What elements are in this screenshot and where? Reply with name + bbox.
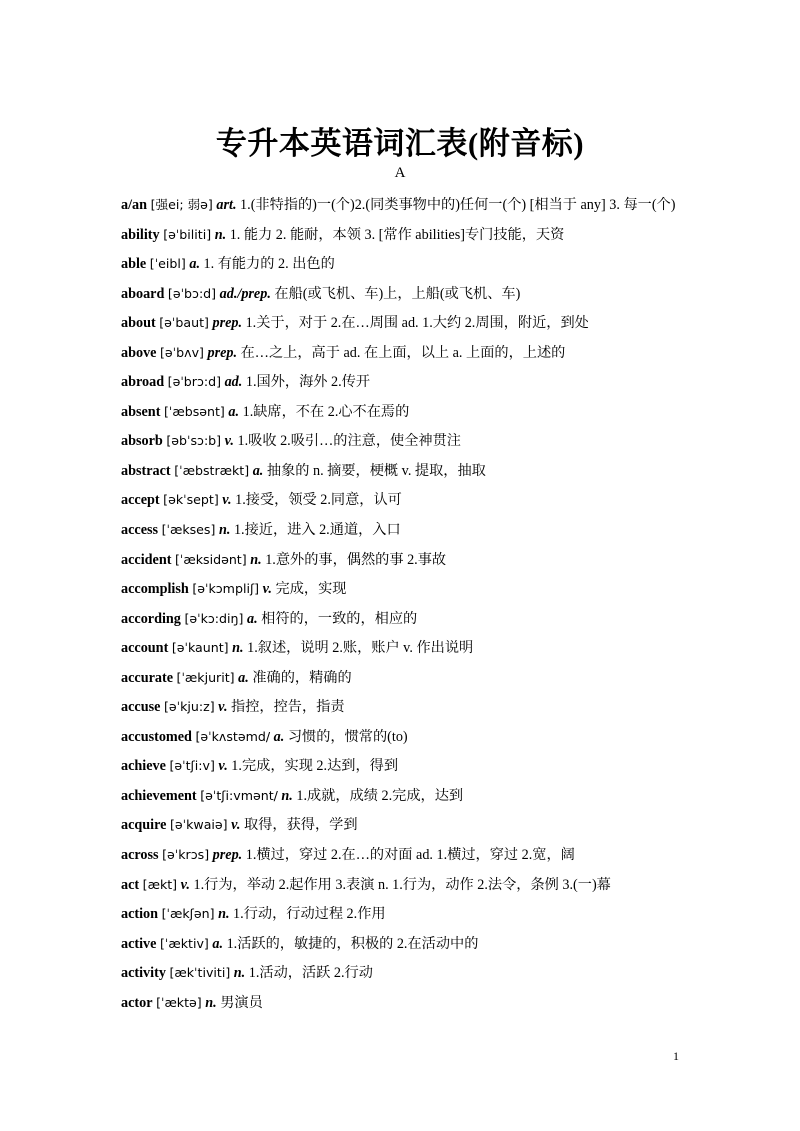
vocab-entry [121, 784, 686, 814]
entry-part-of-speech: n. [233, 965, 246, 982]
entry-definition: 相符的，一致的，相应的 [261, 610, 418, 627]
page-title: 专升本英语词汇表(附音标) [215, 126, 585, 161]
entry-phonetic: [ˈækjurit] [176, 669, 235, 685]
entry-part-of-speech: a. [228, 403, 240, 420]
entry-definition: 1.叙述，说明 2.账，账户 v. 作出说明 [247, 640, 474, 657]
vocab-entry [121, 548, 686, 578]
entry-phonetic: [ˈæbsənt] [163, 403, 225, 419]
vocab-entry [121, 223, 686, 253]
entry-definition: 1. 能力 2. 能耐，本领 3. [常作 abilities]专门技能，天资 [229, 226, 565, 243]
entry-part-of-speech: a. [212, 935, 224, 952]
entry-part-of-speech: v. [231, 817, 241, 834]
entry-phonetic: [əˈkju:z] [163, 699, 215, 715]
entry-word: able [121, 256, 147, 273]
vocab-entry [121, 370, 686, 400]
entry-phonetic: [əˈkrɔs] [162, 847, 210, 863]
entry-phonetic: [ˈæktiv] [160, 935, 209, 951]
entry-phonetic: [əkˈsept] [163, 492, 219, 508]
entry-definition: 习惯的，惯常的(to) [287, 728, 408, 745]
entry-word: absent [121, 403, 161, 420]
vocab-entry [121, 429, 686, 459]
vocab-entry [121, 873, 686, 903]
entry-definition: 抽象的 n. 摘要，梗概 v. 提取，抽取 [266, 462, 486, 479]
entry-phonetic: [əˈbʌv] [160, 344, 204, 360]
entry-part-of-speech: a. [189, 256, 200, 273]
entry-phonetic: [强ei; 弱ə] [150, 197, 213, 212]
entry-phonetic: [əˈkwaiə] [170, 817, 228, 833]
entry-part-of-speech: prep. [207, 344, 238, 361]
entry-word: achieve [121, 758, 166, 775]
vocab-entry [121, 577, 686, 607]
entry-definition: 1.缺席，不在 2.心不在焉的 [242, 403, 410, 420]
entry-definition: 指控，控告，指责 [231, 699, 345, 716]
entry-word: activity [121, 965, 166, 982]
entry-part-of-speech: v. [180, 876, 190, 893]
entry-phonetic: [əˈbaut] [159, 315, 209, 331]
entry-word: a/an [121, 197, 148, 213]
vocab-entry [121, 754, 686, 784]
entry-definition: 1.吸收 2.吸引…的注意，使全神贯注 [237, 433, 461, 450]
vocab-entry [121, 932, 686, 962]
entry-part-of-speech: v. [262, 581, 272, 598]
entry-definition: 1.(非特指的)一(个)2.(同类事物中的)任何一(个) [相当于 any] 3. 每一(个) [240, 197, 676, 213]
entry-word: access [121, 522, 159, 539]
entry-definition: 1.活动，活跃 2.行动 [248, 965, 373, 982]
entry-part-of-speech: n. [205, 994, 217, 1011]
entry-definition: 1.行动，行动过程 2.作用 [233, 906, 386, 923]
entry-part-of-speech: a. [246, 610, 258, 627]
entry-definition: 1.横过，穿过 2.在…的对面 ad. 1.横过，穿过 2.宽，阔 [245, 847, 575, 864]
vocab-entry [121, 311, 686, 341]
vocab-entry [121, 252, 686, 282]
entry-part-of-speech: n. [250, 551, 262, 568]
entry-phonetic: [əˈkʌstəmd/ [195, 728, 271, 744]
entry-part-of-speech: ad./prep. [219, 285, 271, 302]
entry-phonetic: [ˈeibl] [149, 256, 186, 272]
entry-word: accomplish [121, 581, 189, 598]
entry-part-of-speech: n. [232, 640, 244, 657]
entry-part-of-speech: a. [238, 669, 249, 686]
entry-word: ability [121, 226, 160, 243]
entry-definition: 1.关于，对于 2.在…周围 ad. 1.大约 2.周围，附近，到处 [245, 315, 589, 332]
vocab-entry [121, 991, 686, 1021]
entry-word: accept [121, 492, 160, 509]
entry-definition: 1.接近，进入 2.通道，入口 [233, 522, 401, 539]
vocab-entry [121, 666, 686, 696]
entry-part-of-speech: ad. [224, 374, 243, 391]
vocab-entry [121, 843, 686, 873]
entry-definition: 1.国外，海外 2.传开 [245, 374, 371, 391]
entry-phonetic: [əˈkaunt] [171, 640, 229, 656]
entry-part-of-speech: n. [281, 787, 293, 804]
entry-part-of-speech: n. [218, 522, 231, 539]
entry-word: account [121, 640, 169, 657]
entry-part-of-speech: v. [224, 433, 234, 450]
entry-word: abstract [121, 462, 171, 479]
entry-definition: 准确的，精确的 [252, 669, 352, 686]
entry-part-of-speech: art. [216, 197, 237, 213]
entry-definition: 1. 有能力的 2. 出色的 [203, 256, 335, 273]
vocab-entry [121, 725, 686, 755]
vocabulary-list [121, 193, 686, 1020]
entry-phonetic: [ækt] [142, 876, 178, 892]
vocab-entry [121, 695, 686, 725]
entry-definition: 男演员 [220, 994, 263, 1011]
entry-word: acquire [121, 817, 167, 834]
entry-word: active [121, 935, 157, 952]
vocab-entry [121, 193, 686, 223]
entry-word: aboard [121, 285, 165, 302]
section-letter: A [394, 165, 406, 181]
entry-definition: 1.行为，举动 2.起作用 3.表演 n. 1.行为，动作 2.法令，条例 3.(一)幕 [193, 876, 611, 893]
entry-definition: 完成，实现 [275, 581, 347, 598]
entry-word: accustomed [121, 728, 192, 745]
entry-word: achievement [121, 787, 197, 804]
entry-word: according [121, 610, 181, 627]
entry-phonetic: [əˈkɔmpliʃ] [192, 581, 260, 597]
entry-part-of-speech: n. [214, 226, 227, 243]
entry-definition: 1.意外的事，偶然的事 2.事故 [265, 551, 447, 568]
entry-phonetic: [əˈtʃi:vmənt/ [200, 787, 278, 803]
entry-word: accuse [121, 699, 161, 716]
entry-phonetic: [ˈæktə] [156, 994, 202, 1010]
entry-phonetic: [əˈbrɔ:d] [167, 374, 222, 390]
entry-phonetic: [ækˈtiviti] [169, 965, 231, 981]
entry-word: about [121, 315, 156, 332]
entry-phonetic: [əˈbiliti] [163, 226, 212, 242]
entry-word: above [121, 344, 157, 361]
entry-definition: 1.活跃的，敏捷的，积极的 2.在活动中的 [226, 935, 479, 952]
entry-phonetic: [əˈtʃi:v] [169, 758, 215, 774]
entry-word: accurate [121, 669, 173, 686]
vocab-entry [121, 400, 686, 430]
entry-definition: 取得，获得，学到 [244, 817, 358, 834]
entry-phonetic: [əˈbɔ:d] [167, 285, 217, 301]
entry-part-of-speech: v. [218, 699, 228, 716]
vocab-entry [121, 341, 686, 371]
vocab-entry [121, 636, 686, 666]
entry-phonetic: [əˈkɔ:diŋ] [184, 610, 244, 626]
vocab-entry [121, 902, 686, 932]
entry-part-of-speech: prep. [212, 847, 243, 864]
entry-definition: 1.完成，实现 2.达到，得到 [231, 758, 399, 775]
entry-phonetic: [ˈæksidənt] [174, 551, 247, 567]
page-number: 1 [673, 1049, 679, 1063]
entry-word: across [121, 847, 159, 864]
entry-word: act [121, 876, 140, 893]
entry-part-of-speech: n. [218, 906, 230, 923]
entry-part-of-speech: prep. [212, 315, 243, 332]
entry-word: absorb [121, 433, 163, 450]
vocab-entry [121, 488, 686, 518]
entry-definition: 1.成就，成绩 2.完成，达到 [296, 787, 464, 804]
vocab-entry [121, 961, 686, 991]
vocab-entry [121, 282, 686, 312]
entry-part-of-speech: a. [273, 728, 285, 745]
entry-part-of-speech: v. [222, 492, 232, 509]
entry-phonetic: [əbˈsɔ:b] [166, 433, 222, 449]
entry-word: actor [121, 994, 153, 1011]
entry-phonetic: [ˈæbstrækt] [174, 462, 250, 478]
vocab-entry [121, 607, 686, 637]
entry-definition: 在船(或飞机、车)上，上船(或飞机、车) [274, 285, 521, 302]
vocab-entry [121, 813, 686, 843]
entry-part-of-speech: a. [252, 462, 264, 479]
entry-definition: 在…之上，高于 ad. 在上面，以上 a. 上面的，上述的 [240, 344, 566, 361]
entry-phonetic: [ˈækses] [161, 522, 216, 538]
entry-definition: 1.接受，领受 2.同意，认可 [235, 492, 402, 509]
entry-word: action [121, 906, 159, 923]
entry-word: abroad [121, 374, 165, 391]
entry-word: accident [121, 551, 172, 568]
vocab-entry [121, 459, 686, 489]
vocab-entry [121, 518, 686, 548]
entry-phonetic: [ˈækʃən] [161, 906, 215, 922]
entry-part-of-speech: v. [218, 758, 228, 775]
